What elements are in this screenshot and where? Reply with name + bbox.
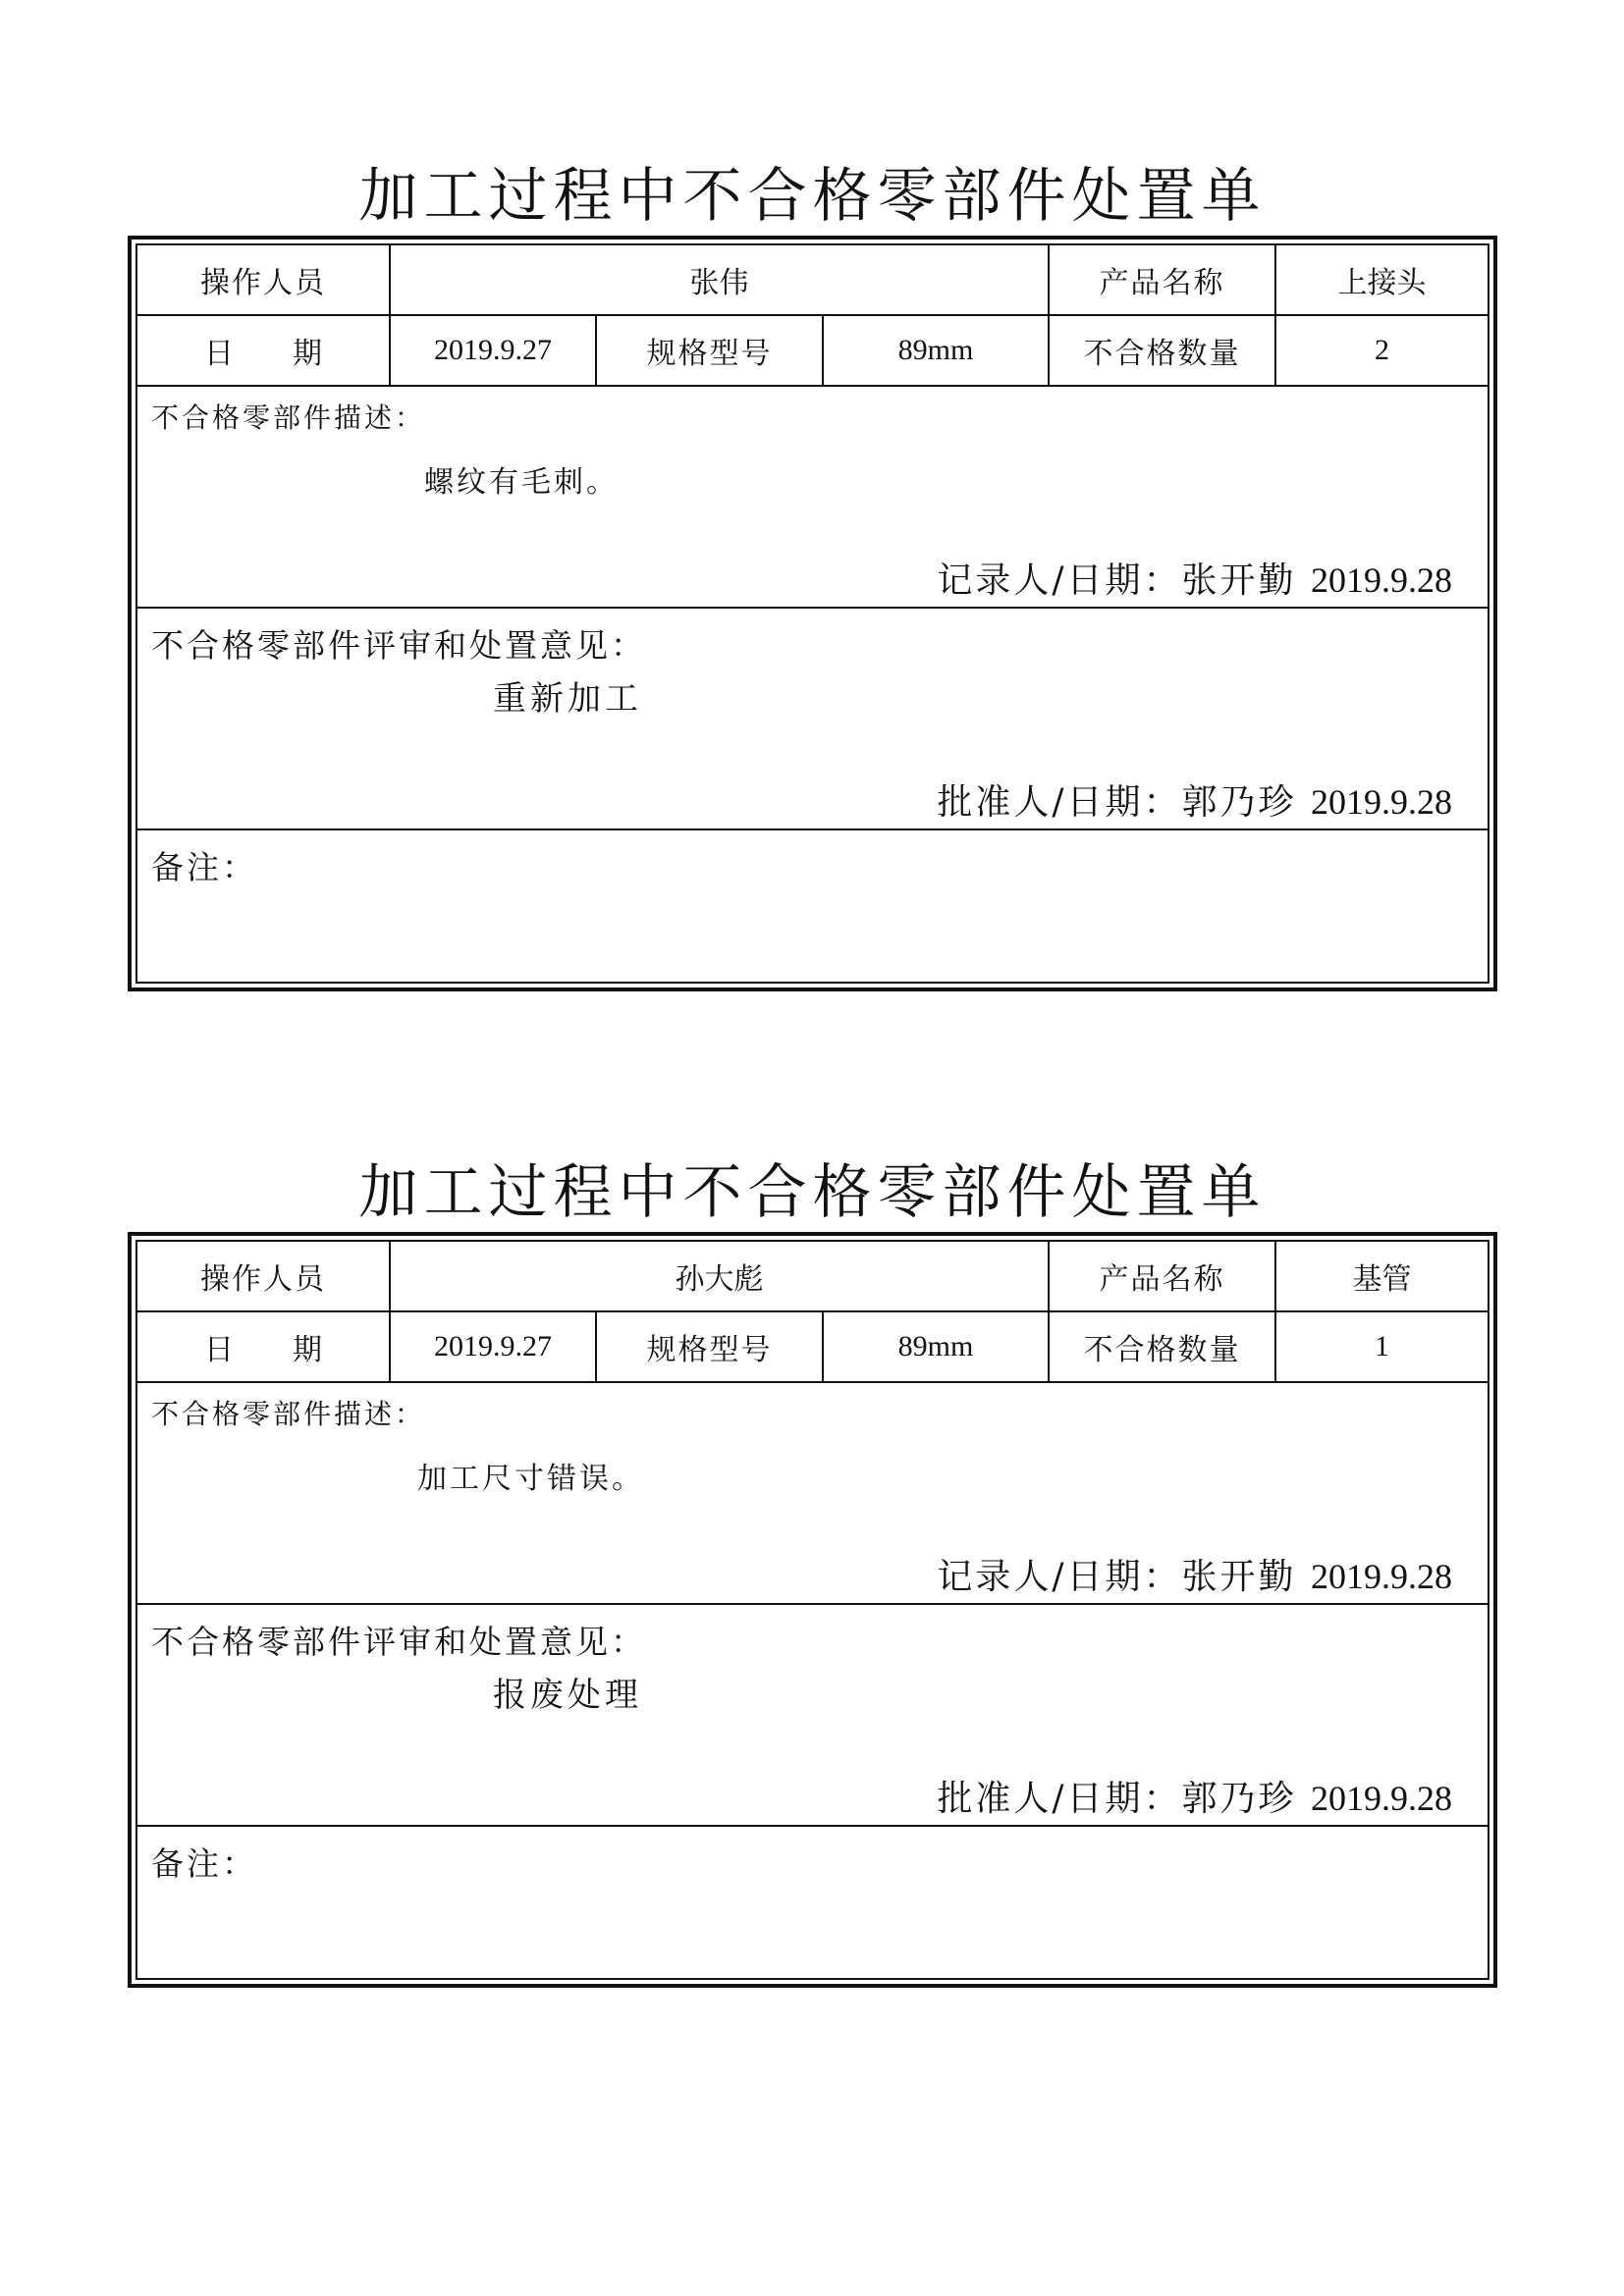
remarks-section (137, 830, 1488, 978)
review-text: 报废处理 (493, 1676, 642, 1715)
recorder-label: 记录人/日期： (937, 561, 1182, 601)
header-table (137, 245, 1488, 387)
review-section (137, 609, 1488, 830)
description-label: 不合格零部件描述： (151, 1398, 426, 1430)
approver-label: 批准人/日期： (937, 782, 1182, 823)
spec-value: 89mm (823, 315, 1049, 386)
operator-label: 操作人员 (137, 245, 390, 315)
qty-label: 不合格数量 (1049, 1311, 1275, 1382)
approver-signature (937, 1771, 1452, 1821)
description-text: 加工尺寸错误。 (417, 1462, 644, 1496)
review-section (137, 1605, 1488, 1827)
product-value: 基管 (1275, 1242, 1488, 1311)
approver-date: 2019.9.28 (1311, 782, 1452, 822)
recorder-label: 记录人/日期： (937, 1557, 1182, 1597)
spec-label: 规格型号 (596, 315, 823, 386)
disposal-form-1 (128, 157, 1497, 1001)
header-table (137, 1242, 1488, 1383)
remarks-label: 备注： (151, 848, 257, 886)
description-label: 不合格零部件描述： (151, 401, 426, 434)
recorder-signature (937, 553, 1452, 603)
form-title: 加工过程中不合格零部件处置单 (358, 1158, 1267, 1227)
qty-value: 1 (1275, 1311, 1488, 1382)
description-section (137, 387, 1488, 609)
approver-signature (937, 774, 1452, 825)
product-value: 上接头 (1275, 245, 1488, 315)
form-frame (128, 236, 1497, 991)
form-frame (128, 1232, 1497, 1988)
recorder-signature (937, 1549, 1452, 1599)
disposal-form-2 (128, 1153, 1497, 1998)
approver-name: 郭乃珍 (1181, 1779, 1297, 1819)
spec-value: 89mm (823, 1311, 1049, 1382)
approver-name: 郭乃珍 (1181, 782, 1297, 823)
remarks-section (137, 1827, 1488, 1974)
form-title: 加工过程中不合格零部件处置单 (358, 162, 1267, 231)
date-value: 2019.9.27 (390, 1311, 596, 1382)
review-text: 重新加工 (493, 679, 642, 719)
form-body (135, 243, 1489, 984)
recorder-name: 张开勤 (1181, 561, 1297, 601)
description-text: 螺纹有毛刺。 (424, 465, 619, 500)
date-value: 2019.9.27 (390, 315, 596, 386)
header-row-operator (137, 245, 1488, 315)
header-row-date (137, 1311, 1488, 1382)
header-row-date (137, 315, 1488, 386)
product-label: 产品名称 (1049, 1242, 1275, 1311)
review-label: 不合格零部件评审和处置意见： (151, 626, 646, 665)
header-row-operator (137, 1242, 1488, 1311)
description-section (137, 1383, 1488, 1605)
recorder-date: 2019.9.28 (1311, 561, 1452, 600)
approver-date: 2019.9.28 (1311, 1779, 1452, 1818)
qty-value: 2 (1275, 315, 1488, 386)
product-label: 产品名称 (1049, 245, 1275, 315)
review-label: 不合格零部件评审和处置意见： (151, 1623, 646, 1661)
operator-value: 张伟 (390, 245, 1049, 315)
qty-label: 不合格数量 (1049, 315, 1275, 386)
approver-label: 批准人/日期： (937, 1779, 1182, 1819)
date-label: 日 期 (137, 315, 390, 386)
recorder-date: 2019.9.28 (1311, 1557, 1452, 1596)
form-body (135, 1240, 1489, 1980)
operator-label: 操作人员 (137, 1242, 390, 1311)
spec-label: 规格型号 (596, 1311, 823, 1382)
recorder-name: 张开勤 (1181, 1557, 1297, 1597)
operator-value: 孙大彪 (390, 1242, 1049, 1311)
remarks-label: 备注： (151, 1844, 257, 1883)
date-label: 日 期 (137, 1311, 390, 1382)
